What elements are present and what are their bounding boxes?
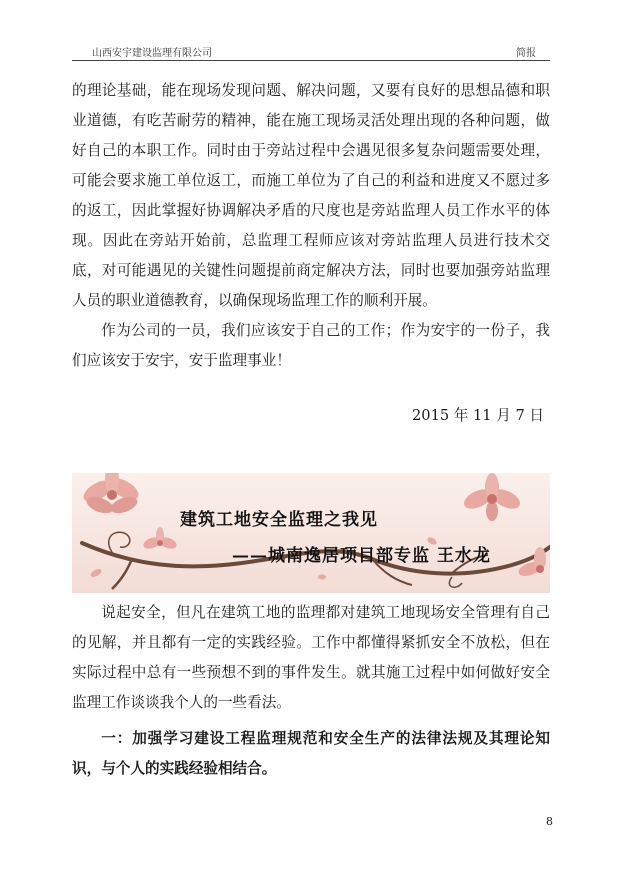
continued-paragraph: 的理论基础，能在现场发现问题、解决问题，又要有良好的思想品德和职业道德，有吃苦耐劳的精神，能在施工现场灵活处理出现的各种问题，做好自己的本职工作。同时由于旁站过程中会遇见很多复杂问题需要处理，可能会要求施工单位返工，而施工单位为了自己的利益和进度又不愿过多的返工，因此掌握好协调解决矛盾的尺度也是旁站监理人员工作水平的体现。因此在旁站开始前，总监理工程师应该对旁站监理人员进行技术交底，对可能遇见的关键性问题提前商定解决方法，同时也要加强旁站监理人员的职业道德教育，以确保现场监理工作的顺利开展。 bbox=[72, 82, 550, 309]
article-body bbox=[72, 598, 550, 784]
page-number: 8 bbox=[546, 815, 553, 828]
intro-paragraph: 说起安全，但凡在建筑工地的监理都对建筑工地现场安全管理有自己的见解，并且都有一定的实践经验。工作中都懂得紧抓安全不放松，但在实际过程中总有一些预想不到的事件发生。就其施工过程中如何做好安全监理工作谈谈我个人的一些看法。 bbox=[72, 604, 550, 711]
article-title: 建筑工地安全监理之我见 bbox=[180, 510, 378, 530]
header-doc-type: 简报 bbox=[516, 48, 536, 59]
article-byline: ——城南逸居项目部专监 王水龙 bbox=[232, 546, 491, 566]
article-date: 2015 年 11 月 7 日 bbox=[412, 407, 544, 424]
header-organization: 山西安宇建设监理有限公司 bbox=[92, 48, 212, 59]
top-section bbox=[72, 76, 550, 376]
section-heading-1: 一：加强学习建设工程监理规范和安全生产的法律法规及其理论知识，与个人的实践经验相结合。 bbox=[72, 730, 550, 777]
floral-decoration bbox=[72, 473, 550, 593]
page-header bbox=[72, 44, 550, 61]
article-banner bbox=[72, 473, 550, 593]
closing-paragraph: 作为公司的一员，我们应该安于自己的工作；作为安宇的一份子，我们应该安于安宇，安于监理事业！ bbox=[72, 322, 550, 369]
